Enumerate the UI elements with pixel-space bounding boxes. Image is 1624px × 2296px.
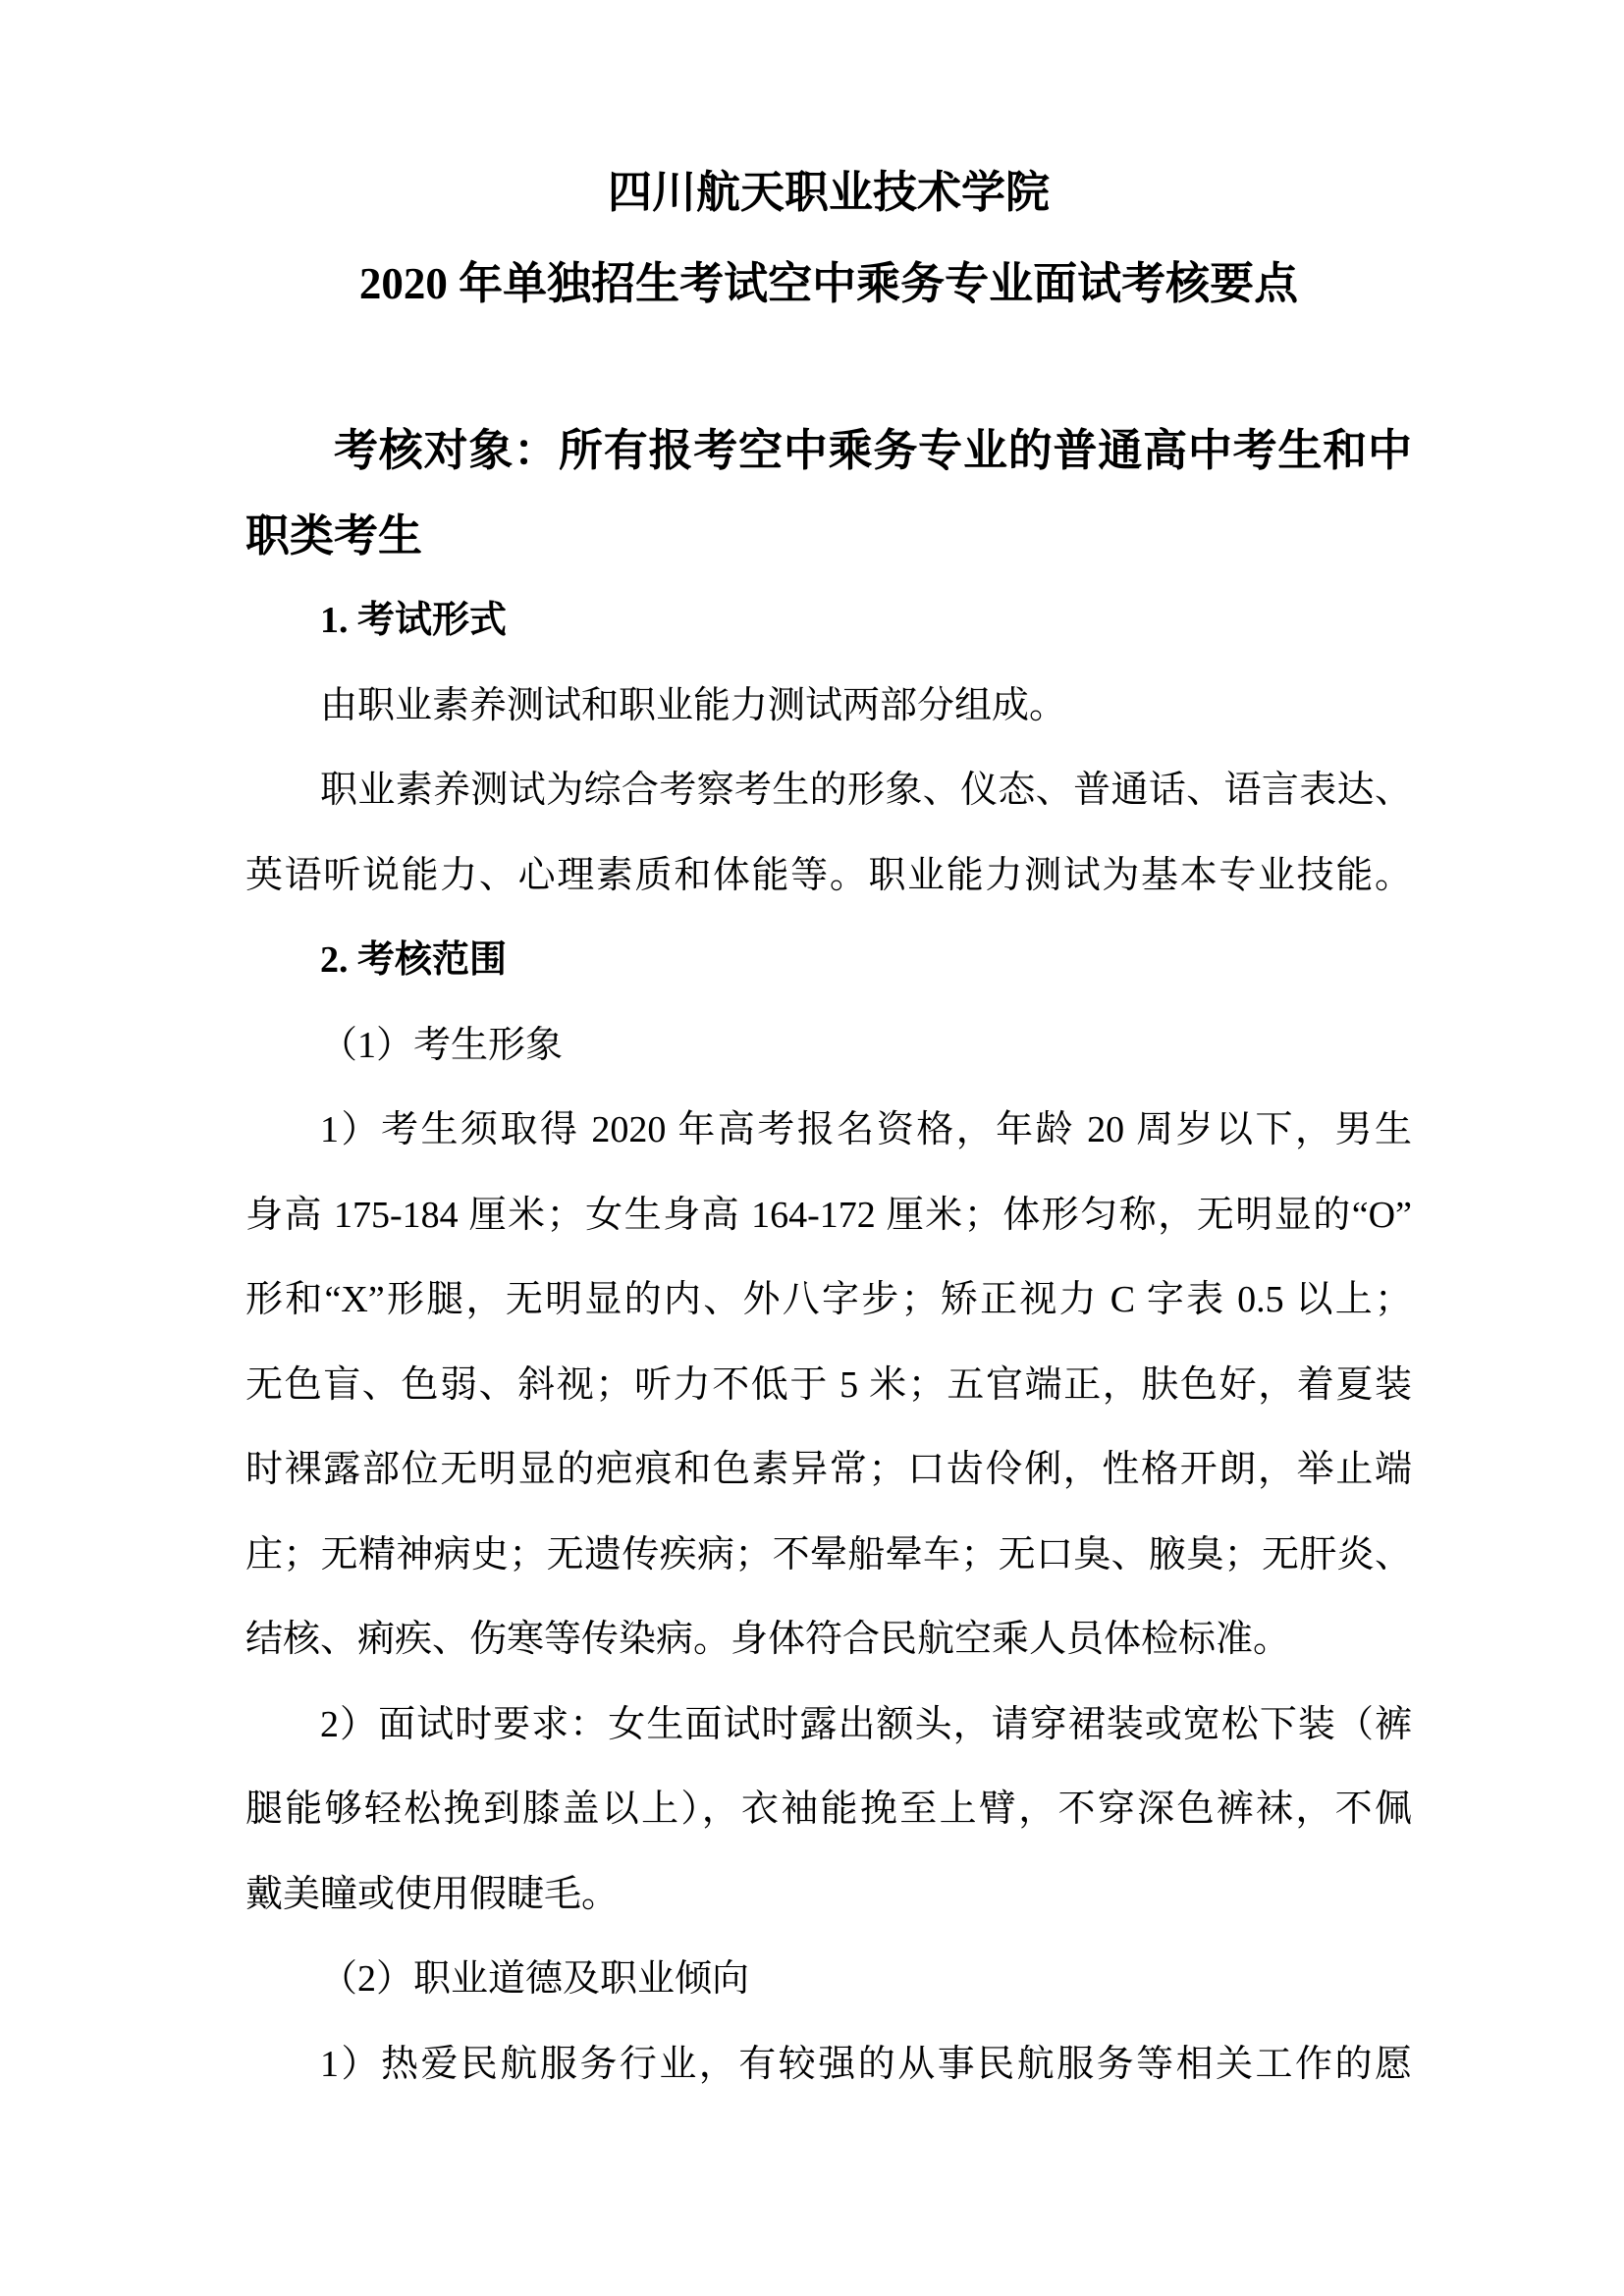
document-line: 2）面试时要求：女生面试时露出额头，请穿裙装或宽松下装（裤 bbox=[320, 1703, 1412, 1745]
document-line: 职类考生 bbox=[245, 510, 423, 561]
document-body bbox=[245, 408, 1412, 2107]
document-title: 四川航天职业技术学院 bbox=[607, 168, 1050, 217]
document-line: 1）热爱民航服务行业，有较强的从事民航服务等相关工作的愿 bbox=[320, 2043, 1412, 2085]
document-line: 身高 175-184 厘米；女生身高 164-172 厘米；体形匀称，无明显的“O” bbox=[245, 1194, 1412, 1236]
document-line: 职业素养测试为综合考察考生的形象、仪态、普通话、语言表达、 bbox=[320, 770, 1412, 811]
document-line: 无色盲、色弱、斜视；听力不低于 5 米；五官端正，肤色好，着夏装 bbox=[245, 1363, 1412, 1406]
document-line: 英语听说能力、心理素质和体能等。职业能力测试为基本专业技能。 bbox=[245, 854, 1412, 896]
document-line: 时裸露部位无明显的疤痕和色素异常；口齿伶俐，性格开朗，举止端 bbox=[245, 1449, 1412, 1490]
document-subtitle: 2020 年单独招生考试空中乘务专业面试考核要点 bbox=[358, 259, 1299, 308]
document-line: 由职业素养测试和职业能力测试两部分组成。 bbox=[320, 684, 1067, 726]
document-line: 结核、痢疾、伤寒等传染病。身体符合民航空乘人员体检标准。 bbox=[245, 1619, 1291, 1660]
document-line: （2）职业道德及职业倾向 bbox=[320, 1958, 750, 2000]
document-line: 1. 考试形式 bbox=[320, 600, 508, 641]
document-line: （1）考生形象 bbox=[320, 1024, 564, 1066]
document-line: 2. 考核范围 bbox=[320, 939, 508, 981]
document-line: 戴美瞳或使用假睫毛。 bbox=[245, 1873, 620, 1915]
document-line: 腿能够轻松挽到膝盖以上），衣袖能挽至上臂，不穿深色裤袜，不佩 bbox=[245, 1789, 1412, 1830]
document-line: 1）考生须取得 2020 年高考报名资格，年龄 20 周岁以下，男生 bbox=[320, 1109, 1412, 1150]
document-line: 形和“X”形腿，无明显的内、外八字步；矫正视力 C 字表 0.5 以上； bbox=[245, 1279, 1412, 1320]
document-title-block bbox=[245, 147, 1412, 330]
document-line: 考核对象：所有报考空中乘务专业的普通高中考生和中 bbox=[334, 426, 1412, 475]
document-line: 庄；无精神病史；无遗传疾病；不晕船晕车；无口臭、腋臭；无肝炎、 bbox=[245, 1533, 1412, 1575]
